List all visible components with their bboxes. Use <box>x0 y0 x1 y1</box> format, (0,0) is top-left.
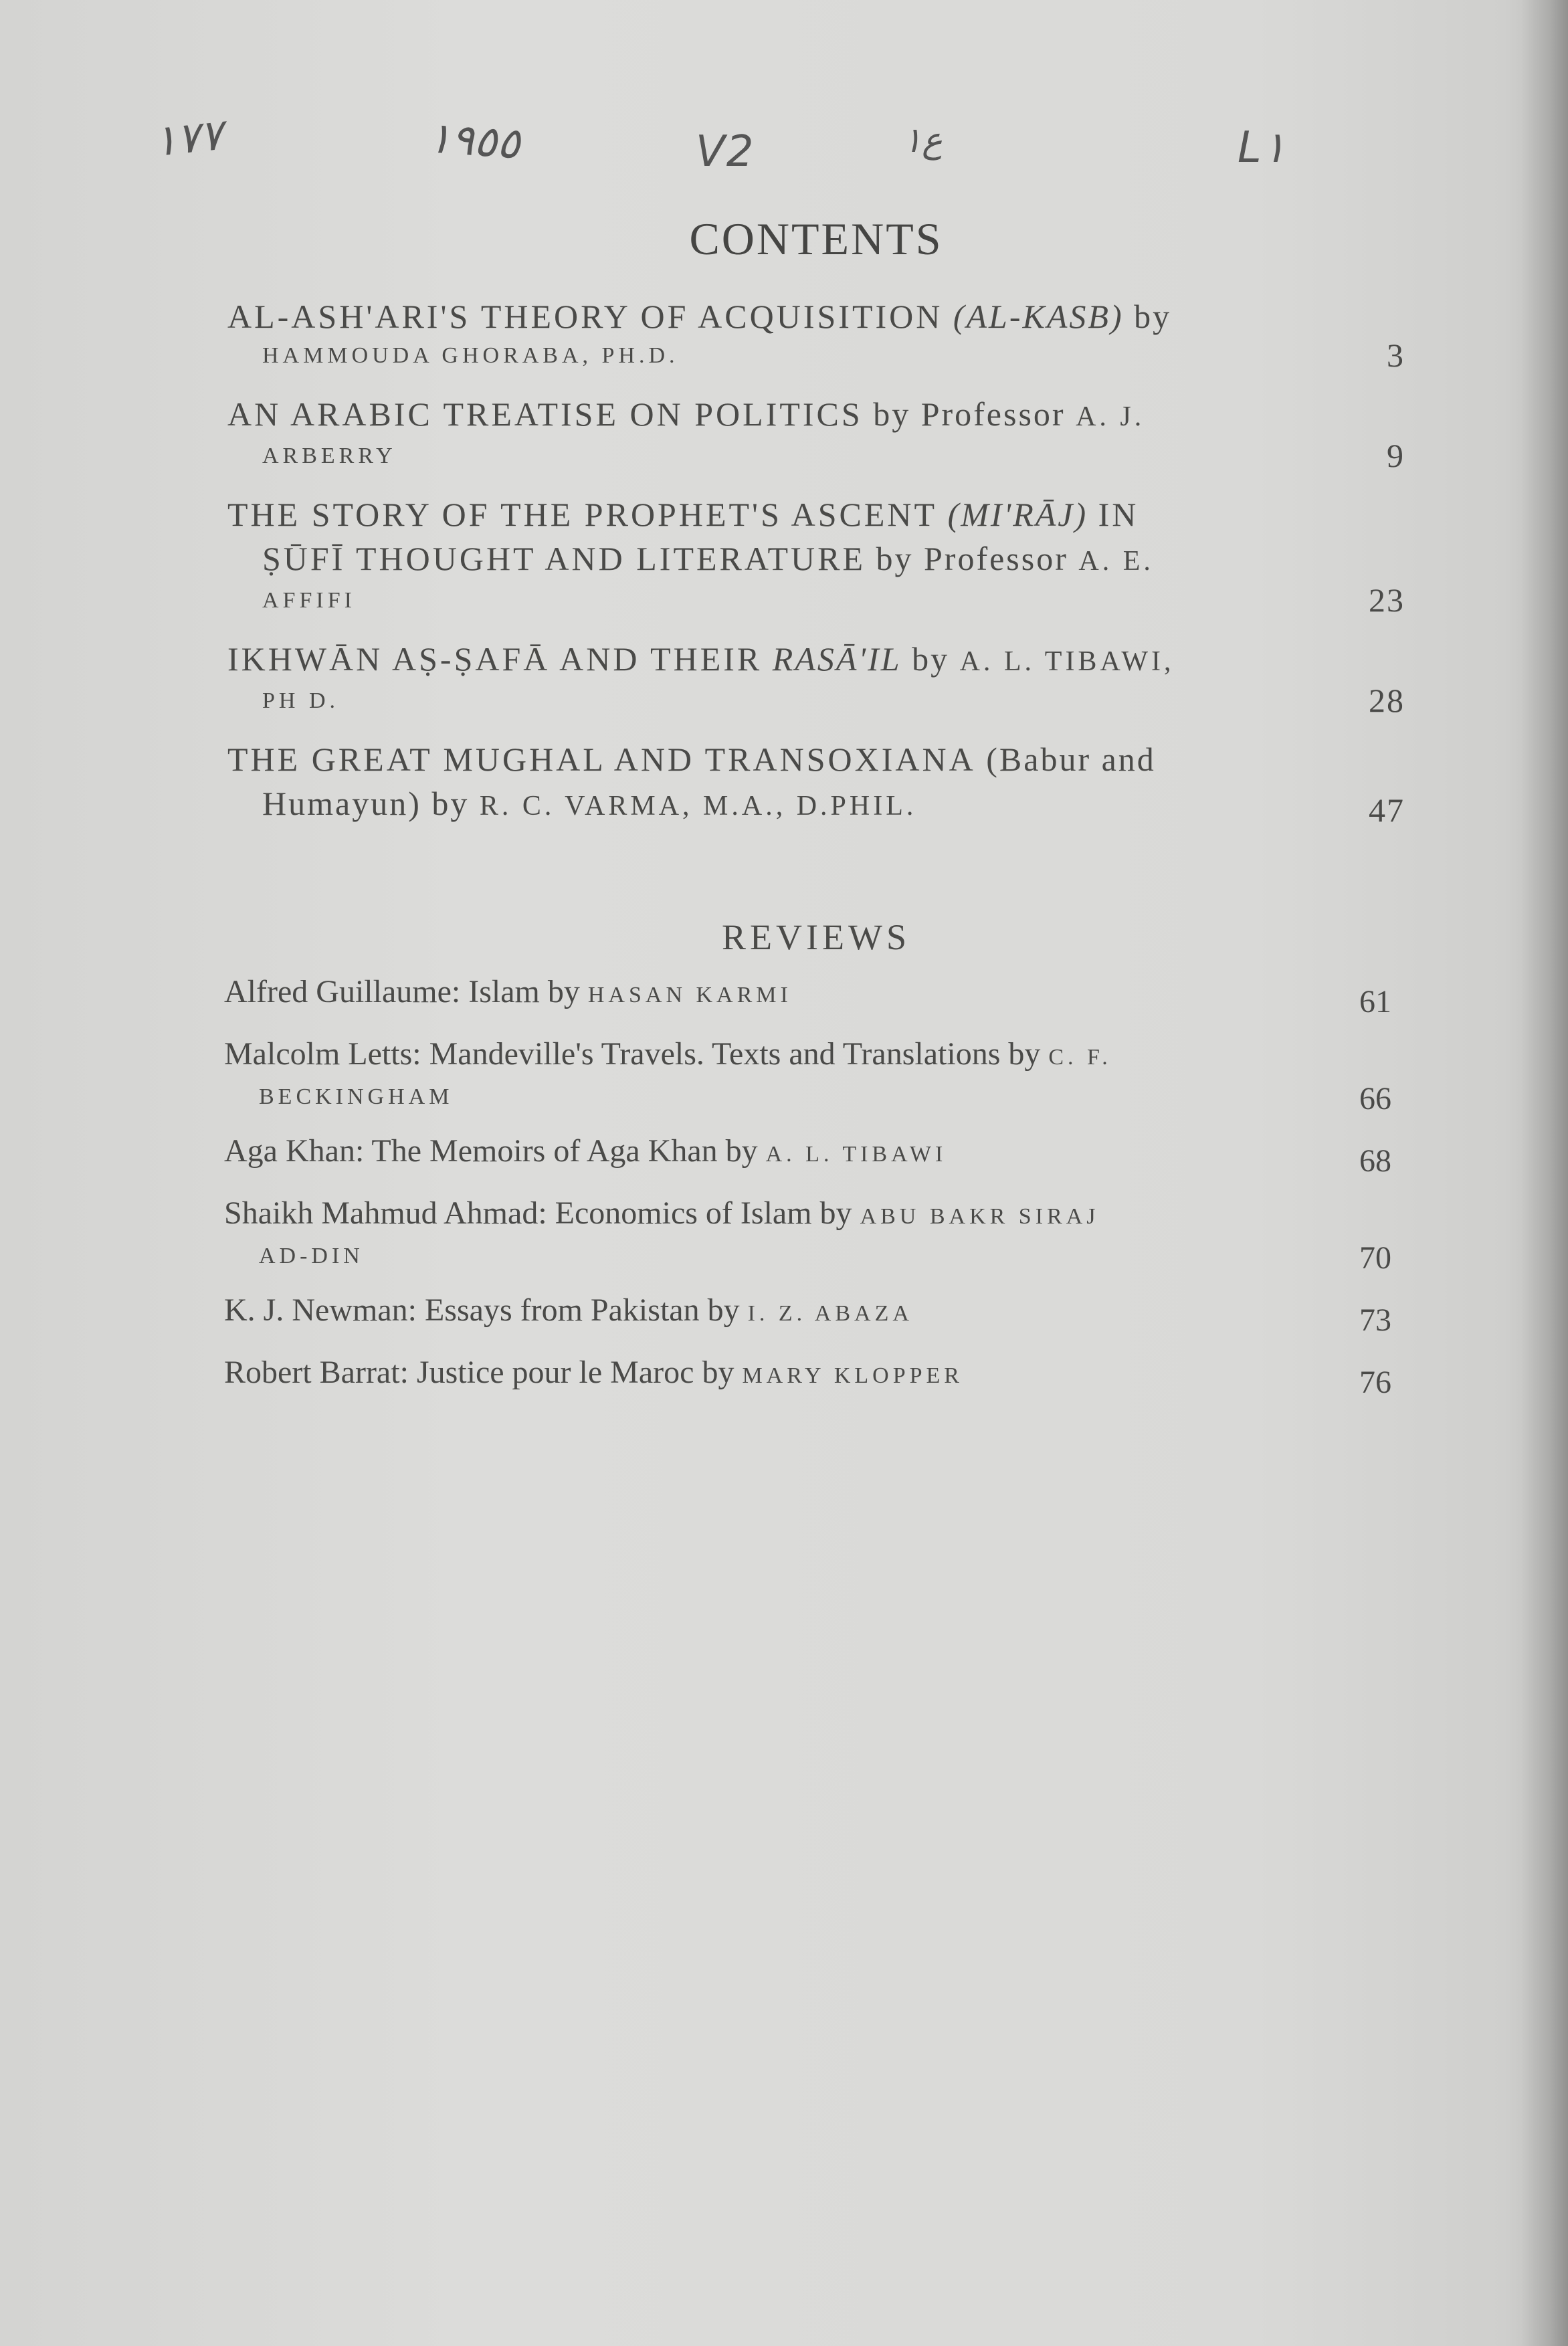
article-title-italic: RASĀ'IL <box>772 640 902 678</box>
article-title-italic: (MI'RĀJ) <box>947 496 1088 533</box>
review-entry[interactable] <box>224 1288 1391 1336</box>
review-page-number: 66 <box>1359 1081 1391 1116</box>
articles-list <box>227 294 1405 847</box>
article-page-number: 28 <box>1369 682 1405 719</box>
review-entry[interactable] <box>224 1129 1391 1177</box>
article-title-line2: ṢŪFĪ THOUGHT AND LITERATURE by Professor A. E. <box>262 540 1154 577</box>
article-title: THE STORY OF THE PROPHET'S ASCENT <box>227 496 938 533</box>
reviewer-name: HASAN KARMI <box>587 983 792 1007</box>
article-author: ARBERRY <box>262 444 397 468</box>
handwritten-note: ١٩٥٥ <box>426 113 522 169</box>
review-title: Aga Khan: The Memoirs of Aga Khan by <box>224 1133 758 1169</box>
handwritten-annotations <box>0 100 1568 181</box>
reviewer-name: A. L. TIBAWI <box>765 1142 947 1167</box>
article-page-number: 47 <box>1369 791 1405 829</box>
article-by: by Professor <box>876 540 1068 577</box>
article-entry[interactable] <box>227 392 1405 474</box>
article-by: by <box>1134 298 1172 335</box>
article-text <box>227 492 1331 618</box>
article-by: by <box>912 640 950 678</box>
review-page-number: 73 <box>1359 1302 1391 1338</box>
article-page-number: 3 <box>1387 336 1405 374</box>
review-page-number: 76 <box>1359 1365 1391 1400</box>
review-title: Shaikh Mahmud Ahmad: Economics of Islam by <box>224 1195 852 1231</box>
review-text <box>224 970 1328 1017</box>
page-title: CONTENTS <box>689 213 943 264</box>
article-page-number: 9 <box>1387 437 1405 474</box>
reviews-heading: REVIEWS <box>722 917 910 957</box>
article-text <box>227 294 1331 373</box>
article-author-initials: A. L. TIBAWI, <box>959 646 1175 677</box>
reviewer-name: I. Z. ABAZA <box>747 1301 913 1326</box>
article-subtitle-line2: Humayun) by R. C. VARMA, M.A., D.PHIL. <box>262 785 917 822</box>
article-text <box>227 392 1331 474</box>
article-entry[interactable] <box>227 294 1405 373</box>
handwritten-note: V2 <box>696 127 755 177</box>
review-entry[interactable] <box>224 970 1391 1017</box>
review-title: Malcolm Letts: Mandeville's Travels. Texts and Translations by <box>224 1036 1041 1072</box>
article-text <box>227 637 1331 718</box>
review-text <box>224 1191 1328 1274</box>
review-text <box>224 1129 1328 1177</box>
article-page-number: 23 <box>1369 581 1405 619</box>
handwritten-note: L١ <box>1238 123 1286 173</box>
review-page-number: 70 <box>1359 1240 1391 1276</box>
handwritten-note: ع١ <box>903 120 943 161</box>
article-title: IKHWĀN AṢ-ṢAFĀ AND THEIR <box>227 640 763 678</box>
reviewer-name-cont: AD-DIN <box>259 1244 364 1268</box>
article-subtitle: (Babur and <box>986 741 1156 778</box>
article-by: by <box>431 785 470 822</box>
article-author: HAMMOUDA GHORABA, PH.D. <box>262 343 679 368</box>
page-edge-shadow <box>1521 0 1568 2346</box>
article-entry[interactable] <box>227 737 1405 828</box>
article-title-italic: (AL-KASB) <box>953 298 1124 335</box>
review-page-number: 61 <box>1359 984 1391 1019</box>
article-entry[interactable] <box>227 637 1405 718</box>
article-author: PH D. <box>262 688 340 713</box>
article-title: AN ARABIC TREATISE ON POLITICS <box>227 395 863 433</box>
review-title: Alfred Guillaume: Islam by <box>224 974 580 1009</box>
article-author: R. C. VARMA, M.A., D.PHIL. <box>479 791 917 821</box>
review-entry[interactable] <box>224 1351 1391 1398</box>
review-entry[interactable] <box>224 1191 1391 1274</box>
reviewer-name-cont: BECKINGHAM <box>259 1084 454 1109</box>
reviewer-name: C. F. <box>1048 1045 1112 1070</box>
article-entry[interactable] <box>227 492 1405 618</box>
review-page-number: 68 <box>1359 1143 1391 1179</box>
review-title: Robert Barrat: Justice pour le Maroc by <box>224 1355 734 1390</box>
article-title: AL-ASH'ARI'S THEORY OF ACQUISITION <box>227 298 943 335</box>
article-author-initials: A. J. <box>1076 401 1145 432</box>
reviewer-name: ABU BAKR SIRAJ <box>860 1204 1100 1229</box>
review-text <box>224 1351 1328 1398</box>
review-text <box>224 1032 1328 1114</box>
reviews-list <box>224 970 1391 1413</box>
article-title: THE GREAT MUGHAL AND TRANSOXIANA <box>227 741 976 778</box>
review-entry[interactable] <box>224 1032 1391 1114</box>
article-author-initials: A. E. <box>1078 546 1154 577</box>
article-title-end: IN <box>1098 496 1139 533</box>
article-by: by Professor <box>873 395 1066 433</box>
article-text <box>227 737 1331 828</box>
review-text <box>224 1288 1328 1336</box>
review-title: K. J. Newman: Essays from Pakistan by <box>224 1292 740 1328</box>
handwritten-note: ١٧٧ <box>151 110 225 167</box>
reviewer-name: MARY KLOPPER <box>742 1363 963 1388</box>
article-author: AFFIFI <box>262 588 356 613</box>
